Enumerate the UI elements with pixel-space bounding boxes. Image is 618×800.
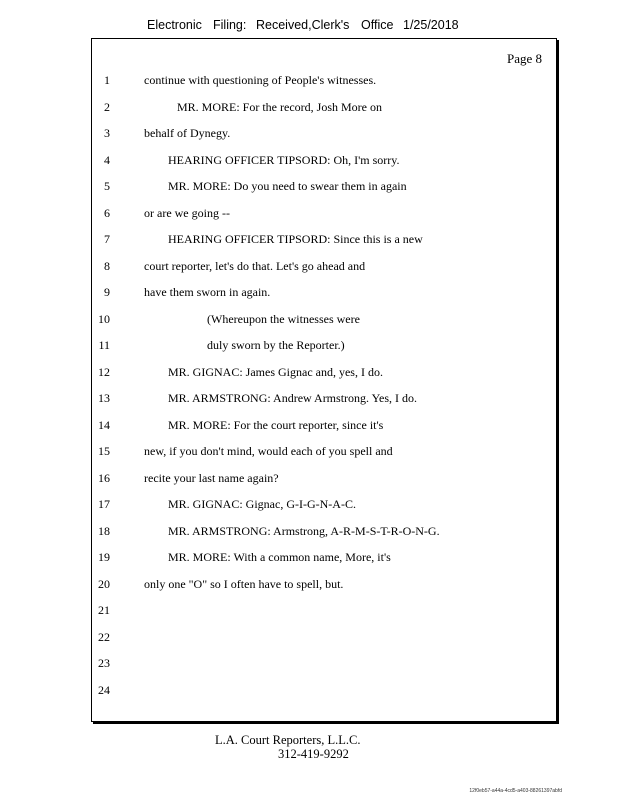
line-number: 24 — [98, 682, 110, 697]
transcript-line-text: HEARING OFFICER TIPSORD: Oh, I'm sorry. — [168, 152, 400, 167]
stamp-electronic: Electronic — [147, 18, 202, 32]
transcript-line-text: MR. MORE: For the record, Josh More on — [177, 99, 382, 114]
footer-phone: 312-419-9292 — [278, 747, 349, 761]
transcript-line-text: continue with questioning of People's witnesses. — [144, 73, 377, 87]
line-number: 21 — [98, 603, 110, 617]
line-number: 19 — [98, 550, 110, 564]
line-number: 13 — [98, 391, 110, 405]
transcript-line-text: court reporter, let's do that. Let's go ahead and — [144, 258, 366, 273]
line-number: 23 — [98, 656, 110, 670]
document-id: 12f0eb57-a44a-4cd5-a403-88261397abfd — [469, 788, 562, 794]
line-number: 1 — [104, 73, 110, 87]
stamp-received: Received,Clerk's — [256, 18, 350, 32]
line-number: 10 — [98, 311, 110, 326]
filing-stamp-header — [0, 18, 618, 38]
transcript-line-text: new, if you don't mind, would each of you spell and — [144, 444, 393, 458]
line-number: 7 — [104, 232, 110, 246]
line-number: 16 — [98, 470, 110, 485]
transcript-line-text: MR. MORE: With a common name, More, it's — [168, 550, 391, 564]
transcript-line-text: MR. GIGNAC: James Gignac and, yes, I do. — [168, 364, 383, 379]
line-number: 15 — [98, 444, 110, 458]
line-number: 8 — [104, 258, 110, 273]
line-number: 4 — [104, 152, 110, 167]
line-number: 6 — [104, 205, 110, 220]
stamp-date: 1/25/2018 — [403, 18, 459, 32]
transcript-line-text: MR. ARMSTRONG: Armstrong, A-R-M-S-T-R-O-N-G. — [168, 523, 440, 538]
transcript-line-text: or are we going -- — [144, 205, 230, 220]
stamp-filing: Filing: — [213, 18, 247, 32]
line-number: 11 — [98, 338, 110, 352]
line-number: 3 — [104, 126, 110, 140]
line-number: 17 — [98, 497, 110, 511]
page-number: Page 8 — [506, 51, 542, 66]
line-number: 20 — [98, 576, 110, 591]
transcript-line-text: HEARING OFFICER TIPSORD: Since this is a new — [168, 232, 423, 246]
transcript-line-text: only one "O" so I often have to spell, but. — [144, 576, 344, 591]
transcript-line-text: behalf of Dynegy. — [144, 126, 231, 140]
line-number: 5 — [104, 179, 110, 193]
line-number: 14 — [98, 417, 110, 432]
transcript-line-text: MR. MORE: For the court reporter, since it's — [168, 417, 384, 432]
line-number: 22 — [98, 629, 110, 644]
line-number: 9 — [104, 285, 110, 299]
transcript-line-text: MR. ARMSTRONG: Andrew Armstrong. Yes, I do. — [168, 391, 418, 405]
transcript-line-text: MR. GIGNAC: Gignac, G-I-G-N-A-C. — [168, 497, 356, 511]
transcript-line-text: duly sworn by the Reporter.) — [207, 338, 345, 352]
line-number: 2 — [104, 99, 110, 114]
line-number: 18 — [98, 523, 110, 538]
line-number: 12 — [98, 364, 110, 379]
transcript-page — [91, 38, 557, 722]
footer-company: L.A. Court Reporters, L.L.C. — [215, 733, 361, 747]
transcript-line-text: recite your last name again? — [144, 470, 279, 485]
transcript-line-text: have them sworn in again. — [144, 285, 271, 299]
transcript-line-text: (Whereupon the witnesses were — [207, 311, 360, 326]
stamp-office: Office — [361, 18, 394, 32]
transcript-line-text: MR. MORE: Do you need to swear them in again — [168, 179, 407, 193]
